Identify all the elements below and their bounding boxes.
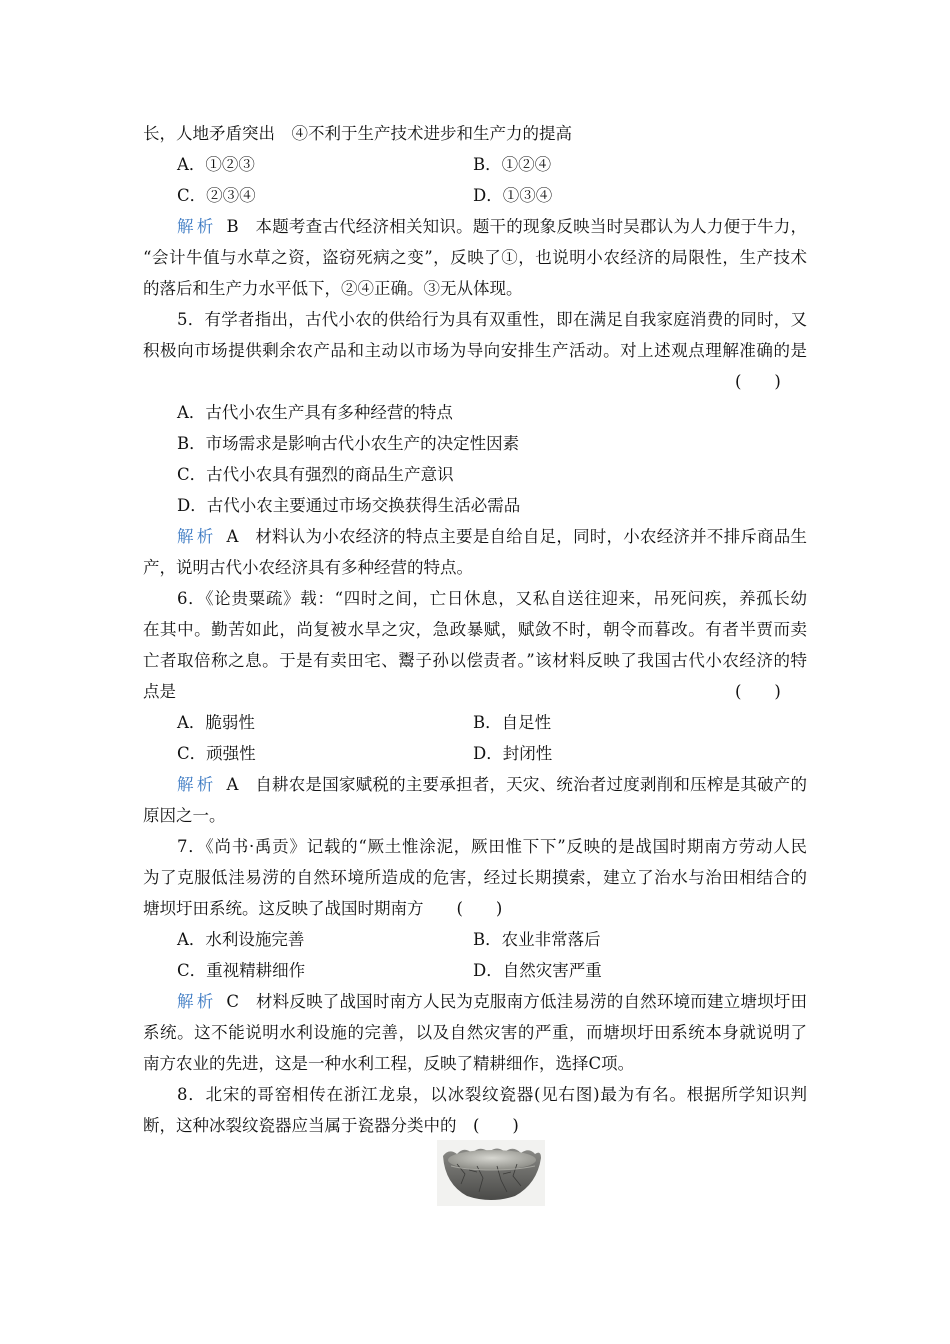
q7-stem-line-3: 塘坝圩田系统。这反映了战国时期南方 ( )	[143, 899, 503, 918]
q7-analysis-line-3: 南方农业的先进，这是一种水利工程，反映了精耕细作，选择C项。	[143, 1054, 635, 1073]
q4-analysis-line-1: 解析 B 本题考查古代经济相关知识。题干的现象反映当时吴郡认为人力便于牛力，	[177, 217, 807, 236]
q4-analysis-line-2: “会计牛值与水草之资，盗窃死病之变”，反映了①，也说明小农经济的局限性，生产技术	[143, 248, 807, 267]
q4-option-b: B．①②④	[473, 155, 552, 174]
q7-option-c: C．重视精耕细作	[177, 961, 306, 980]
q6-stem-line-3: 亡者取倍称之息。于是有卖田宅、鬻子孙以偿责者。”该材料反映了我国古代小农经济的特	[143, 651, 807, 670]
analysis-label: 解析	[177, 775, 217, 794]
analysis-label: 解析	[177, 992, 217, 1011]
q4-option-d: D．①③④	[473, 186, 553, 205]
q6-option-b: B．自足性	[473, 713, 552, 732]
q6-stem-line-2: 在其中。勤苦如此，尚复被水旱之灾，急政暴赋，赋敛不时，朝令而暮改。有者半贾而卖	[143, 620, 807, 639]
q7-option-a: A．水利设施完善	[177, 930, 305, 949]
q6-stem-line-4: 点是	[143, 682, 176, 701]
q8-stem-line-1: 8．北宋的哥窑相传在浙江龙泉，以冰裂纹瓷器(见右图)最为有名。根据所学知识判	[177, 1085, 807, 1104]
q6-option-c: C．顽强性	[177, 744, 256, 763]
q5-answer-blank: ( )	[735, 372, 781, 391]
q5-stem-line-2: 积极向市场提供剩余农产品和主动以市场为导向安排生产活动。对上述观点理解准确的是	[143, 341, 807, 360]
q4-analysis-line-3: 的落后和生产力水平低下，②④正确。③无从体现。	[143, 279, 523, 298]
q7-option-b: B．农业非常落后	[473, 930, 601, 949]
q5-stem-line-1: 5．有学者指出，古代小农的供给行为具有双重性，即在满足自我家庭消费的同时，又	[177, 310, 807, 329]
q4-option-a: A．①②③	[177, 155, 255, 174]
analysis-label: 解析	[177, 527, 217, 546]
q5-analysis-line-1: 解析 A 材料认为小农经济的特点主要是自给自足，同时，小农经济并不排斥商品生	[177, 527, 807, 546]
q7-stem-line-2: 为了克服低洼易涝的自然环境所造成的危害，经过长期摸索，建立了治水与治田相结合的	[143, 868, 807, 887]
q7-analysis-line-2: 系统。这不能说明水利设施的完善，以及自然灾害的严重，而塘坝圩田系统本身就说明了	[143, 1023, 807, 1042]
q8-stem-line-2: 断，这种冰裂纹瓷器应当属于瓷器分类中的 ( )	[143, 1116, 519, 1135]
q6-answer-blank: ( )	[735, 682, 781, 701]
q5-option-d: D．古代小农主要通过市场交换获得生活必需品	[177, 496, 521, 515]
q5-option-c: C．古代小农具有强烈的商品生产意识	[177, 465, 454, 484]
q6-option-d: D．封闭性	[473, 744, 553, 763]
q6-option-a: A．脆弱性	[177, 713, 255, 732]
q6-stem-line-1: 6．《论贵粟疏》载：“四时之间，亡日休息，又私自送往迎来，吊死问疾，养孤长幼	[177, 589, 807, 608]
q6-analysis-line-2: 原因之一。	[143, 806, 226, 825]
q5-option-b: B．市场需求是影响古代小农生产的决定性因素	[177, 434, 520, 453]
q4-stem-tail: 长，人地矛盾突出 ④不利于生产技术进步和生产力的提高	[143, 124, 572, 143]
crackle-glaze-bowl-image	[437, 1140, 545, 1206]
q7-analysis-line-1: 解析 C 材料反映了战国时南方人民为克服南方低洼易涝的自然环境而建立塘坝圩田	[177, 992, 808, 1011]
q5-analysis-line-2: 产，说明古代小农经济具有多种经营的特点。	[143, 558, 473, 577]
analysis-label: 解析	[177, 217, 217, 236]
q7-option-d: D．自然灾害严重	[473, 961, 602, 980]
q5-option-a: A．古代小农生产具有多种经营的特点	[177, 403, 453, 422]
q7-stem-line-1: 7．《尚书·禹贡》记载的“厥土惟涂泥，厥田惟下下”反映的是战国时期南方劳动人民	[177, 837, 807, 856]
q4-option-c: C．②③④	[177, 186, 256, 205]
q6-analysis-line-1: 解析 A 自耕农是国家赋税的主要承担者，天灾、统治者过度剥削和压榨是其破产的	[177, 775, 807, 794]
